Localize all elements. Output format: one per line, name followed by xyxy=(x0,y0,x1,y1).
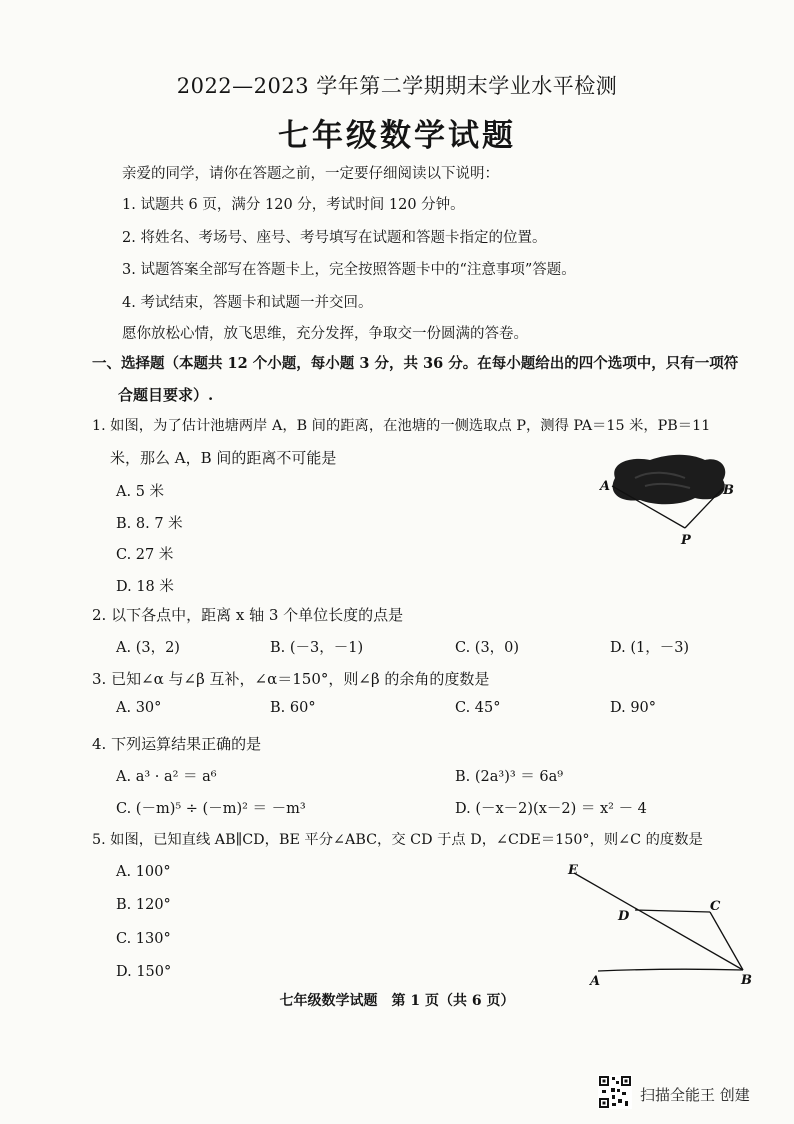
question-3-stem: 3. 已知∠α 与∠β 互补，∠α＝150°，则∠β 的余角的度数是 xyxy=(92,670,490,688)
question-2-option-c: C. (3，0) xyxy=(455,640,520,656)
line-dc xyxy=(635,910,710,912)
question-3-option-a: A. 30° xyxy=(116,700,162,716)
label-a: A xyxy=(600,479,611,494)
pond-figure xyxy=(595,448,745,548)
exam-title: 2022—2023 学年第二学期期末学业水平检测 xyxy=(176,74,618,98)
question-5-option-a: A. 100° xyxy=(116,864,171,880)
question-1-stem-cont: 米，那么 A，B 间的距离不可能是 xyxy=(110,449,337,467)
label-a: A xyxy=(590,974,601,988)
question-2-option-a: A. (3，2) xyxy=(116,640,180,656)
question-3-option-c: C. 45° xyxy=(455,700,501,716)
question-1-option-d: D. 18 米 xyxy=(116,579,174,595)
pond-shape xyxy=(613,455,726,505)
question-4-option-a: A. a³ · a² ＝ a⁶ xyxy=(116,769,217,785)
question-4-option-d: D. (－x－2)(x－2) ＝ x² － 4 xyxy=(455,801,647,817)
label-p: P xyxy=(681,533,691,548)
question-4-option-c: C. (－m)⁵ ÷ (－m)² ＝ －m³ xyxy=(116,801,306,817)
instructions-wish: 愿你放松心情，放飞思维，充分发挥，争取交一份圆满的答卷。 xyxy=(122,326,528,342)
question-4-option-b: B. (2a³)³ ＝ 6a⁹ xyxy=(455,769,564,785)
instruction-item: 3. 试题答案全部写在答题卡上，完全按照答题卡中的“注意事项”答题。 xyxy=(122,262,576,278)
question-3-option-d: D. 90° xyxy=(610,700,657,716)
page-footer: 七年级数学试题 第 1 页（共 6 页） xyxy=(279,993,515,1009)
label-b: B xyxy=(723,483,734,498)
question-1-option-c: C. 27 米 xyxy=(116,547,174,563)
instruction-item: 2. 将姓名、考场号、座号、考号填写在试题和答题卡指定的位置。 xyxy=(122,230,547,246)
line-cb xyxy=(710,912,743,970)
question-1-option-a: A. 5 米 xyxy=(116,484,165,500)
question-5-stem: 5. 如图，已知直线 AB∥CD，BE 平分∠ABC，交 CD 于点 D，∠CDE＝150°，则∠C 的度数是 xyxy=(92,832,703,848)
question-5-option-b: B. 120° xyxy=(116,897,171,913)
question-4-stem: 4. 下列运算结果正确的是 xyxy=(92,735,262,753)
scanner-watermark: 扫描全能王 创建 xyxy=(640,1086,750,1104)
label-d: D xyxy=(618,909,630,924)
qr-code-icon xyxy=(598,1075,632,1109)
question-5-option-d: D. 150° xyxy=(116,964,172,980)
section-heading: 一、选择题（本题共 12 个小题，每小题 3 分，共 36 分。在每小题给出的四个选项中，只有一项符 xyxy=(92,355,739,372)
label-e: E xyxy=(568,863,578,878)
line-eb xyxy=(574,873,743,970)
question-2-option-d: D. (1，－3) xyxy=(610,640,690,656)
question-3-option-b: B. 60° xyxy=(270,700,316,716)
instructions-intro: 亲爱的同学，请你在答题之前，一定要仔细阅读以下说明： xyxy=(122,166,499,182)
line-ab xyxy=(598,969,743,971)
instruction-item: 4. 考试结束，答题卡和试题一并交回。 xyxy=(122,295,373,311)
section-heading-cont: 合题目要求）. xyxy=(118,386,214,404)
question-2-stem: 2. 以下各点中，距离 x 轴 3 个单位长度的点是 xyxy=(92,606,404,624)
label-c: C xyxy=(710,899,721,914)
subject-title: 七年级数学试题 xyxy=(278,118,516,154)
label-b: B xyxy=(741,973,752,988)
question-1-stem: 1. 如图，为了估计池塘两岸 A，B 间的距离，在池塘的一侧选取点 P，测得 PA＝15 米，PB＝11 xyxy=(92,418,711,434)
question-1-option-b: B. 8. 7 米 xyxy=(116,516,183,532)
question-5-option-c: C. 130° xyxy=(116,931,171,947)
question-2-option-b: B. (－3，－1) xyxy=(270,640,364,656)
instruction-item: 1. 试题共 6 页，满分 120 分，考试时间 120 分钟。 xyxy=(122,197,465,213)
parallel-lines-figure xyxy=(560,858,760,988)
